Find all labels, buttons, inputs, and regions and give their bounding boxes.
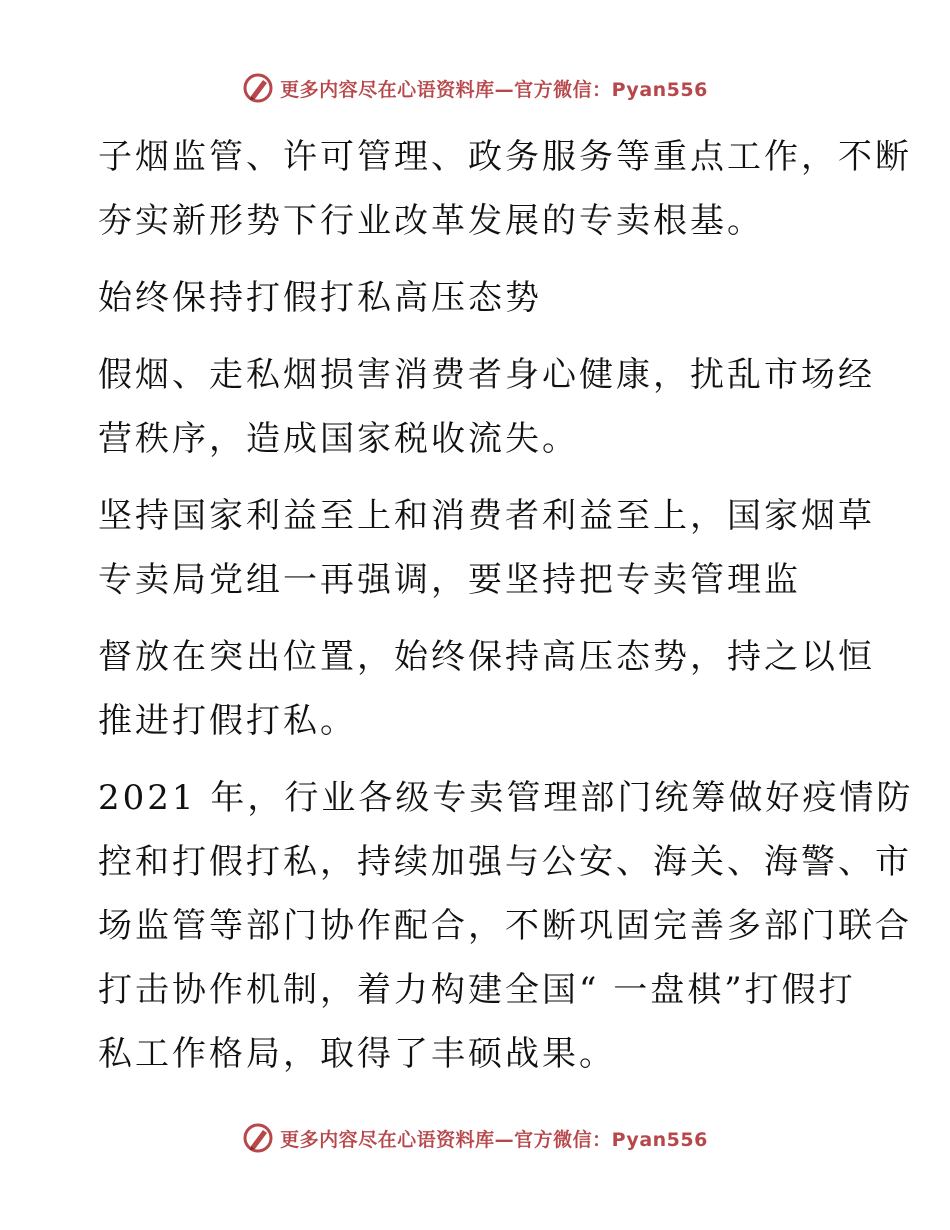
- paragraph-4: [98, 484, 875, 612]
- text-line: 假烟、走私烟损害消费者身心健康，扰乱市场经: [98, 355, 875, 395]
- paragraph-3: [98, 343, 875, 471]
- text-line: 打击协作机制，着力构建全国“ 一盘棋”打假打: [98, 970, 856, 1010]
- pen-logo-icon: [242, 1122, 274, 1154]
- text-line: 督放在突出位置，始终保持高压态势，持之以恒: [98, 637, 875, 677]
- text-line: 私工作格局，取得了丰硕战果。: [98, 1034, 616, 1074]
- text-line: 营秩序，造成国家税收流失。: [98, 419, 579, 459]
- pen-logo-icon: [242, 72, 274, 104]
- text-line: 专卖局党组一再强调，要坚持把专卖管理监: [98, 560, 801, 600]
- text-line: 推进打假打私。: [98, 701, 357, 741]
- text-line: 坚持国家利益至上和消费者利益至上，国家烟草: [98, 496, 875, 536]
- text-line: 场监管等部门协作配合，不断巩固完善多部门联合: [98, 906, 912, 946]
- paragraph-1: [98, 125, 912, 253]
- text-line: 夯实新形势下行业改革发展的专卖根基。: [98, 201, 764, 241]
- text-line: 控和打假打私，持续加强与公安、海关、海警、市: [98, 842, 912, 882]
- footer-banner: [0, 1122, 950, 1154]
- document-body: [98, 125, 914, 1099]
- header-banner: [0, 72, 950, 104]
- paragraph-6: [98, 766, 914, 1086]
- footer-banner-text: 更多内容尽在心语资料库—官方微信：Pyan556: [280, 1128, 708, 1151]
- paragraph-5: [98, 625, 875, 753]
- text-line: 2021 年，行业各级专卖管理部门统筹做好疫情防: [98, 778, 914, 818]
- paragraph-heading: [98, 266, 858, 330]
- header-banner-text: 更多内容尽在心语资料库—官方微信：Pyan556: [280, 78, 708, 101]
- text-line: 子烟监管、许可管理、政务服务等重点工作，不断: [98, 137, 912, 177]
- section-heading: 始终保持打假打私高压态势: [98, 278, 542, 318]
